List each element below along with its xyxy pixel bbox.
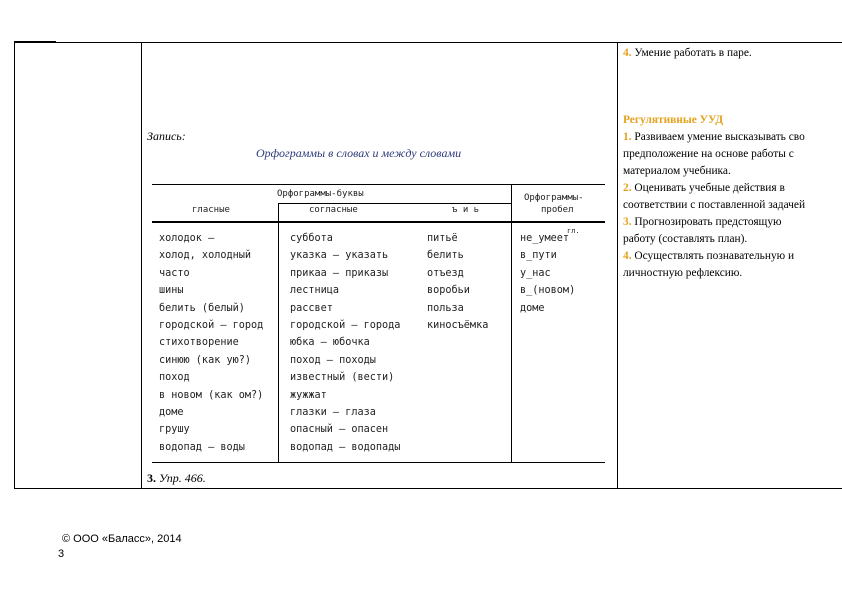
list-item: известный (вести): [290, 372, 395, 384]
list-item: водопад – водопады: [290, 441, 401, 453]
uud-line: 3. Прогнозировать предстоящую: [623, 216, 782, 228]
list-item: синюю (как ую?): [159, 354, 252, 366]
page-number: 3: [58, 548, 65, 560]
list-item: грушу: [159, 424, 190, 436]
list-item: городской – города: [290, 319, 401, 331]
uud-line: 1. Развиваем умение высказывать сво: [623, 131, 805, 143]
header-gaps-2: пробел: [541, 205, 574, 215]
uud-line: соответствии с поставленной задачей: [623, 199, 806, 211]
list-item: белить: [427, 250, 464, 262]
list-item: холод, холодный: [159, 250, 252, 262]
header-consonants: согласные: [309, 205, 358, 215]
list-item: рассвет: [290, 302, 333, 314]
list-item: городской – город: [159, 319, 264, 331]
list-item: прикаа – приказы: [290, 267, 389, 279]
table-col-divider-1: [278, 204, 279, 462]
table-header-border: [152, 221, 605, 223]
list-item: в_пути: [520, 250, 557, 262]
list-item: киносъёмка: [427, 319, 489, 331]
uud-line: работу (составлять план).: [623, 233, 748, 245]
table-col-divider-2: [511, 184, 512, 462]
list-item: в новом (как ом?): [159, 389, 264, 401]
list-item: белить (белый): [159, 302, 245, 314]
uud-line: предположение на основе работы с: [623, 148, 794, 160]
column-divider-2: [617, 42, 618, 488]
list-item: стихотворение: [159, 337, 239, 349]
header-vowels: гласные: [192, 205, 230, 215]
header-letters: Орфограммы-буквы: [277, 189, 364, 199]
zapis-label: Запись:: [147, 129, 186, 143]
list-item: питьё: [427, 233, 458, 244]
header-gaps-1: Орфограммы-: [524, 193, 584, 203]
list-item: доме: [159, 406, 184, 418]
list-item: указка – указать: [290, 250, 389, 262]
list-item: шины: [159, 285, 184, 297]
list-item: воробьи: [427, 285, 470, 297]
list-item: поход: [159, 372, 190, 384]
list-item: отъезд: [427, 267, 464, 279]
header-signs: ъ и ь: [452, 205, 480, 215]
list-item: у_нас: [520, 267, 551, 279]
uud-line: 4. Осуществлять познавательную и: [623, 250, 795, 262]
signs-list: [427, 230, 488, 334]
regulative-uud-heading: Регулятивные УУД: [623, 114, 724, 126]
copyright: © ООО «Баласс», 2014: [62, 533, 182, 545]
list-item: польза: [427, 302, 464, 314]
list-item: юбка – юбочка: [290, 337, 370, 349]
exercise-line: 3. Упр. 466.: [147, 471, 206, 485]
consonants-list: [290, 230, 400, 456]
vowels-list: [159, 230, 263, 456]
header-subdivider: [278, 203, 511, 204]
gaps-list: [520, 230, 575, 317]
list-item: водопад – воды: [159, 441, 245, 453]
orthogram-table: [152, 184, 605, 463]
uud-column: [623, 45, 842, 282]
list-item: не_умеет: [520, 233, 570, 244]
list-item: лестница: [290, 285, 340, 297]
table-top-border: [152, 184, 605, 185]
list-item: жужжат: [290, 389, 327, 401]
list-item: глазки – глаза: [290, 406, 376, 418]
table-bottom-border: [152, 462, 605, 463]
list-item: опасный – опасен: [290, 424, 389, 436]
uud-line: личностную рефлексию.: [623, 267, 743, 279]
orthogram-title: Орфограммы в словах и между словами: [256, 146, 462, 160]
uud-line: материалом учебника.: [623, 165, 731, 177]
gaps-note: гл.: [567, 227, 580, 235]
list-item: часто: [159, 267, 190, 279]
list-item: доме: [520, 302, 545, 314]
list-item: в_(новом): [520, 285, 576, 297]
uud-line: 2. Оценивать учебные действия в: [623, 182, 785, 194]
uud-item-4: 4. Умение работать в паре.: [623, 47, 752, 59]
list-item: поход – походы: [290, 354, 376, 366]
list-item: холодок –: [159, 233, 215, 244]
column-divider-1: [141, 42, 142, 488]
list-item: суббота: [290, 233, 333, 244]
